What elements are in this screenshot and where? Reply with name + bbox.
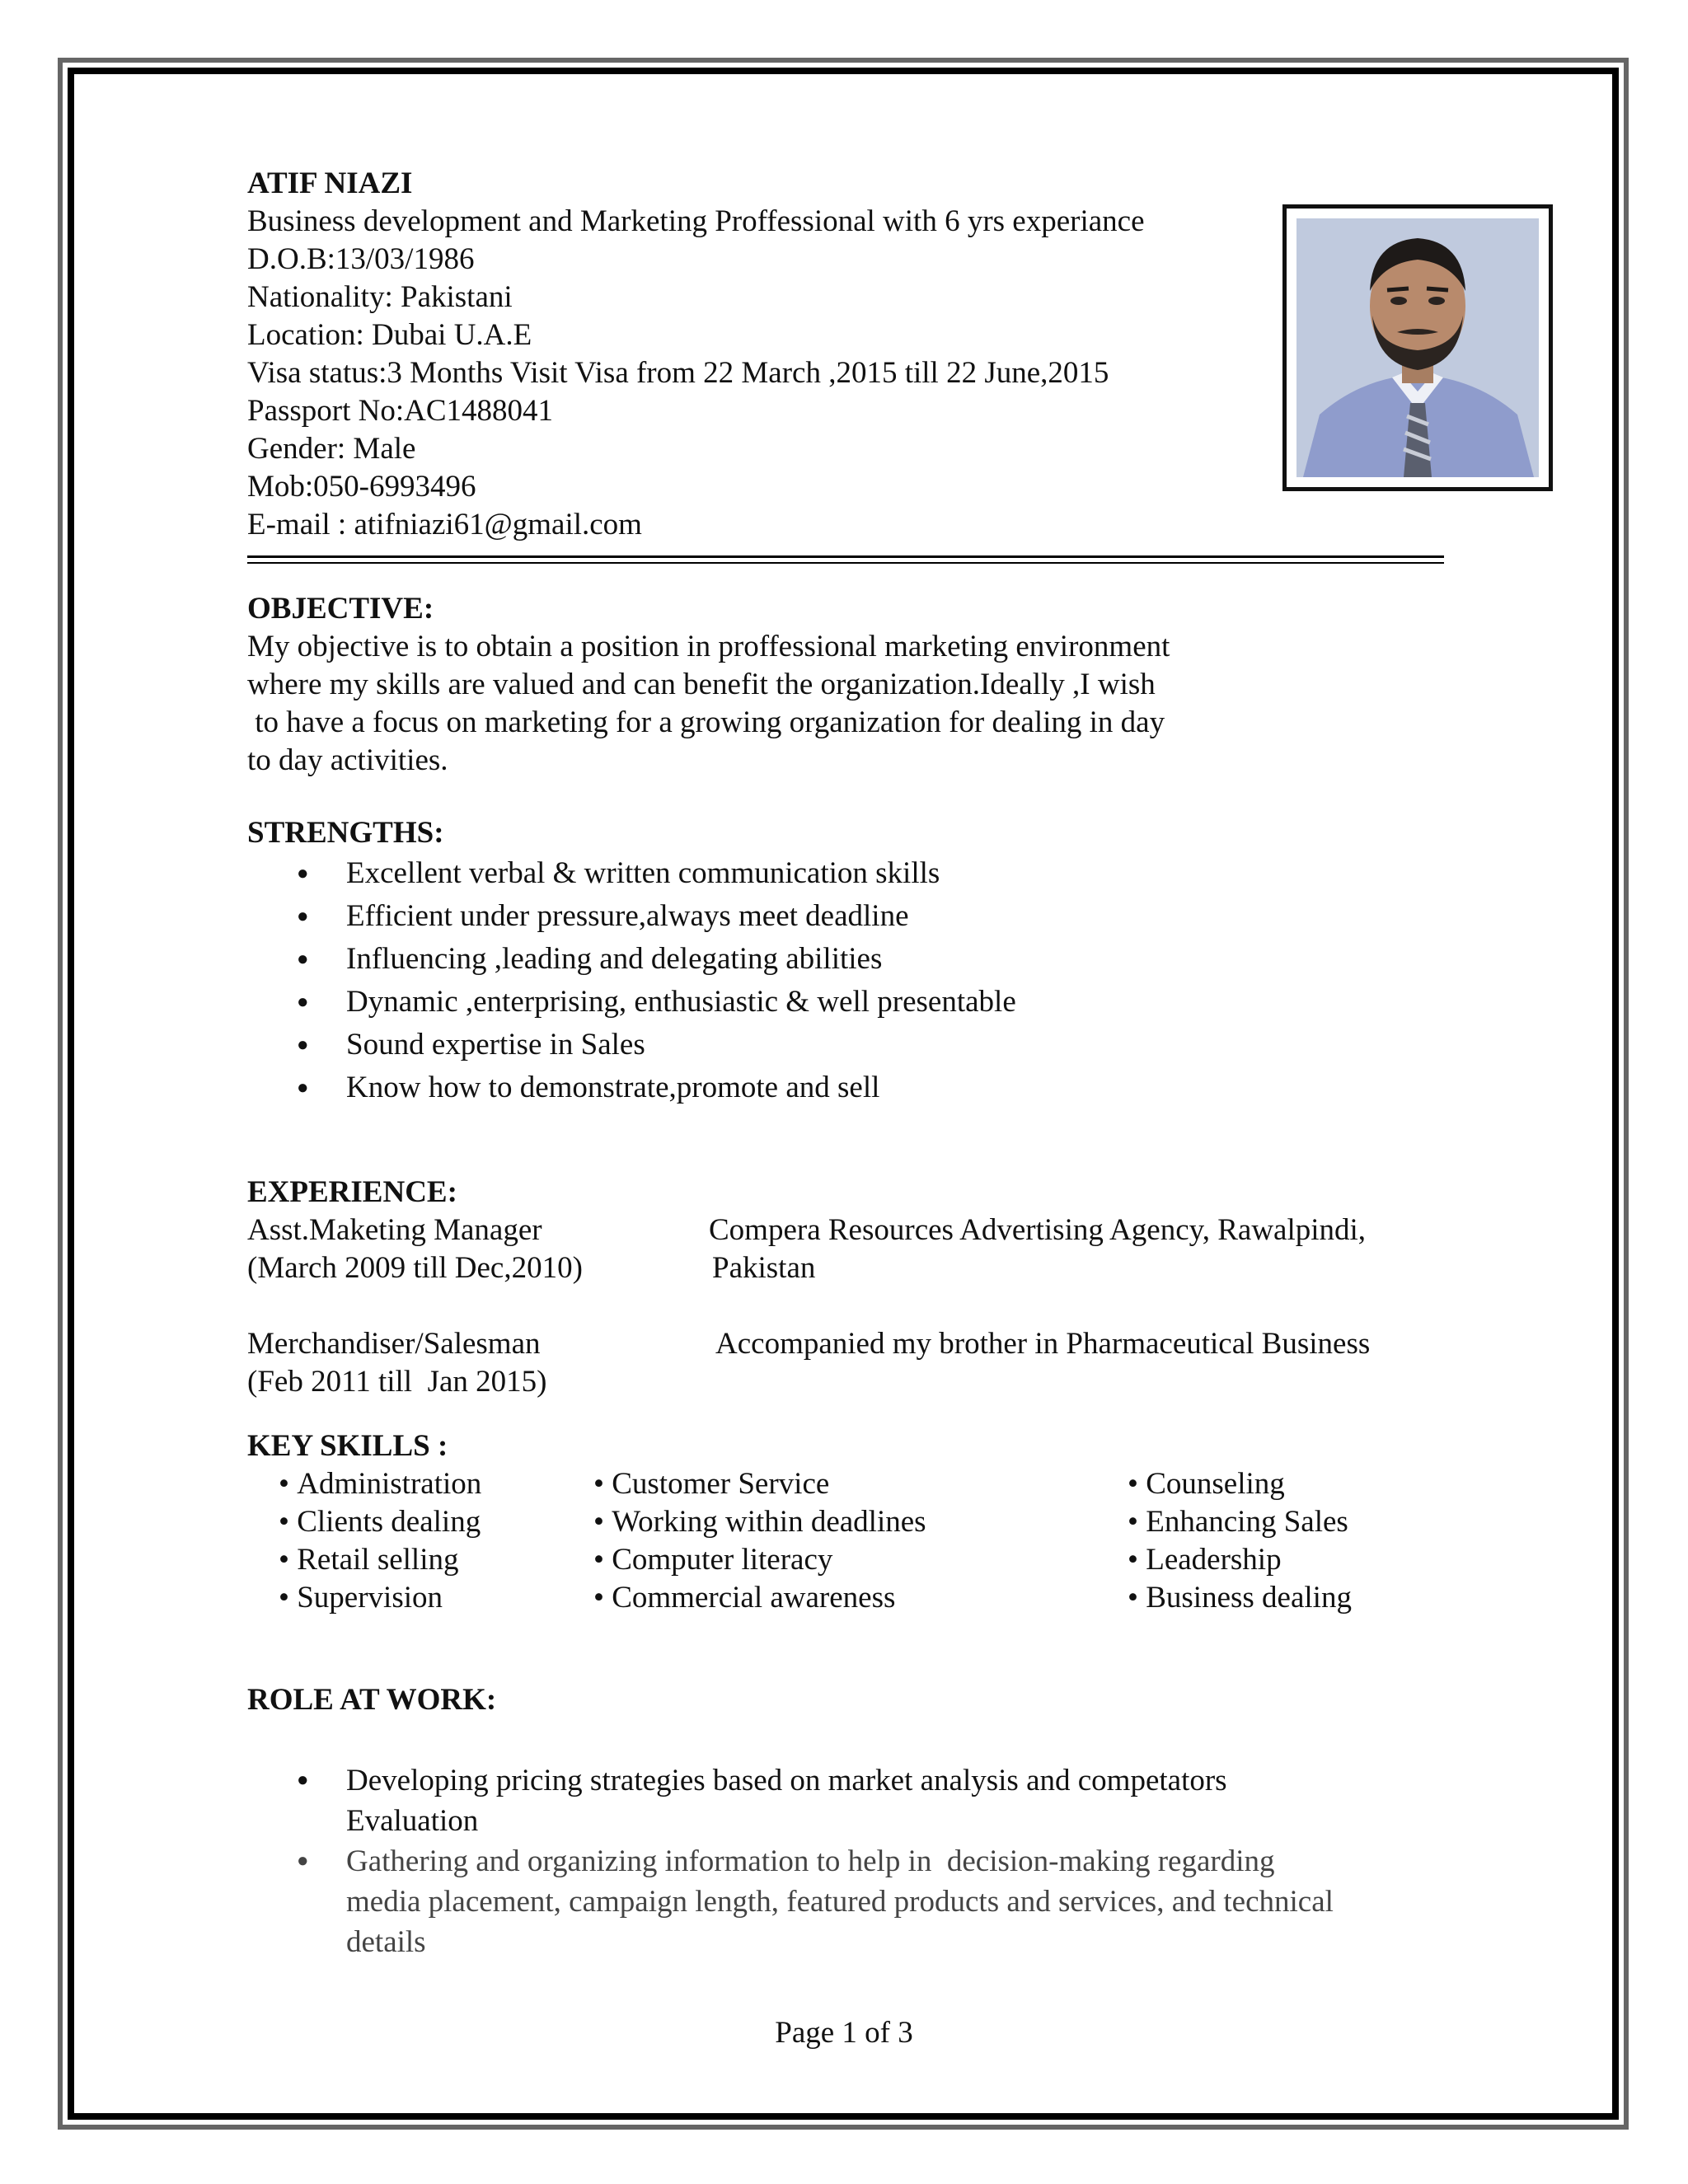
- role-item: [247, 1841, 1442, 1962]
- resume-body: [247, 165, 1442, 1962]
- skill-item: • Computer literacy: [593, 1541, 1128, 1579]
- gender: Gender: Male: [247, 432, 416, 466]
- experience-organization-cont: Pakistan: [712, 1251, 816, 1285]
- objective-title: OBJECTIVE:: [247, 592, 434, 626]
- strengths-title: STRENGTHS:: [247, 816, 444, 850]
- nationality: Nationality: Pakistani: [247, 280, 513, 314]
- strength-item: ● Dynamic ,enterprising, enthusiastic & well presentable: [247, 981, 1442, 1024]
- passport-number: Passport No:AC1488041: [247, 394, 554, 428]
- header-divider: [247, 555, 1444, 558]
- strengths-list: [247, 852, 1442, 1109]
- strength-item: ● Excellent verbal & written communication skills: [247, 852, 1442, 895]
- location: Location: Dubai U.A.E: [247, 318, 532, 352]
- experience-period: (March 2009 till Dec,2010): [247, 1251, 583, 1285]
- experience-organization: Accompanied my brother in Pharmaceutical Business: [715, 1327, 1371, 1361]
- experience-period: (Feb 2011 till Jan 2015): [247, 1365, 547, 1399]
- skill-item: • Customer Service: [593, 1465, 1128, 1503]
- experience-entry: [247, 1212, 1442, 1287]
- objective-text: [247, 628, 1442, 780]
- role-item-line: media placement, campaign length, featured products and services, and technical: [346, 1885, 1334, 1919]
- role-item-line: ● Gathering and organizing information to help in decision-making regarding: [346, 1844, 1275, 1878]
- objective-line: to have a focus on marketing for a growing organization for dealing in day: [247, 705, 1165, 739]
- date-of-birth: D.O.B:13/03/1986: [247, 242, 475, 276]
- email-address: E-mail : atifniazi61@gmail.com: [247, 508, 642, 541]
- experience-role: Merchandiser/Salesman: [247, 1327, 541, 1361]
- experience-role: Asst.Maketing Manager: [247, 1213, 542, 1247]
- role-at-work-title: ROLE AT WORK:: [247, 1683, 497, 1717]
- experience-organization: Compera Resources Advertising Agency, Rawalpindi,: [709, 1213, 1367, 1247]
- headline: Business development and Marketing Proffessional with 6 yrs experiance: [247, 204, 1145, 238]
- visa-status: Visa status:3 Months Visit Visa from 22 March ,2015 till 22 June,2015: [247, 356, 1109, 390]
- skill-item: • Enhancing Sales: [1128, 1503, 1441, 1541]
- key-skills-grid: [247, 1465, 1442, 1617]
- strength-item: ● Know how to demonstrate,promote and sell: [247, 1066, 1442, 1109]
- key-skills-title: KEY SKILLS :: [247, 1429, 448, 1463]
- strength-item: ● Efficient under pressure,always meet deadline: [247, 895, 1442, 938]
- skill-item: • Clients dealing: [247, 1503, 593, 1541]
- strength-item: ● Sound expertise in Sales: [247, 1024, 1442, 1066]
- skill-item: • Business dealing: [1128, 1579, 1441, 1617]
- role-item: [247, 1760, 1442, 1841]
- page-number: Page 1 of 3: [775, 2016, 913, 2050]
- role-item-line: Evaluation: [346, 1804, 479, 1838]
- strength-item: ● Influencing ,leading and delegating abilities: [247, 938, 1442, 981]
- skill-item: • Retail selling: [247, 1541, 593, 1579]
- candidate-name: ATIF NIAZI: [247, 166, 413, 200]
- experience-entry: [247, 1325, 1442, 1401]
- objective-line: My objective is to obtain a position in proffessional marketing environment: [247, 630, 1170, 663]
- objective-line: to day activities.: [247, 743, 448, 777]
- skill-item: • Commercial awareness: [593, 1579, 1128, 1617]
- role-item-line: details: [346, 1925, 426, 1959]
- skill-item: • Administration: [247, 1465, 593, 1503]
- experience-title: EXPERIENCE:: [247, 1175, 457, 1209]
- role-at-work-list: [247, 1760, 1442, 1962]
- skill-item: • Leadership: [1128, 1541, 1441, 1579]
- mobile-number: Mob:050-6993496: [247, 470, 476, 504]
- role-item-line: ● Developing pricing strategies based on market analysis and competators: [346, 1764, 1227, 1797]
- skill-item: • Supervision: [247, 1579, 593, 1617]
- objective-line: where my skills are valued and can benefit the organization.Ideally ,I wish: [247, 668, 1156, 701]
- skill-item: • Counseling: [1128, 1465, 1441, 1503]
- skill-item: • Working within deadlines: [593, 1503, 1128, 1541]
